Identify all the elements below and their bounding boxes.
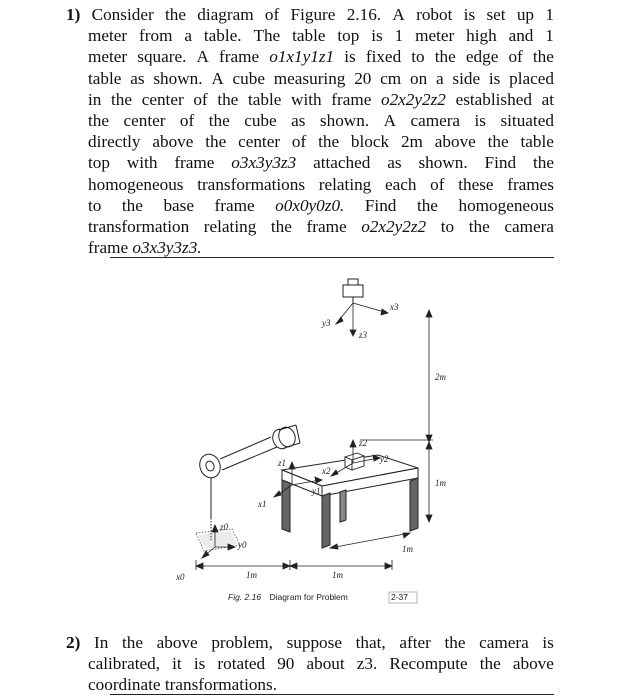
problem1-word: cube (232, 68, 265, 88)
problem1-word: as (387, 153, 402, 173)
dimension-2m (360, 310, 433, 442)
problem1-word: Find (484, 153, 517, 173)
problem2-word: camera (479, 633, 529, 652)
problem1-word: to (440, 217, 455, 237)
problem1-word: center (123, 111, 166, 131)
problem2-word: coordinate (88, 675, 161, 695)
label-1m-vertical: 1m (435, 478, 446, 488)
problem1-word: placed (509, 68, 554, 88)
problem2-word: rotated (217, 654, 266, 674)
problem2-word: after (399, 633, 431, 652)
problem1-word: the (270, 217, 292, 237)
problem1-word: is (474, 111, 486, 131)
problem1-word: frame (331, 89, 372, 109)
label-y3: y3 (322, 318, 331, 328)
problem1-word: 1 (394, 26, 404, 46)
problem1-word: table (247, 89, 282, 109)
problem1-word: meter (88, 47, 128, 67)
problem-2 (66, 632, 554, 696)
problem1-word: square. (137, 47, 187, 67)
label-y1: y1 (312, 486, 321, 496)
problem1-word: with (126, 153, 158, 173)
problem1-word: directly (88, 132, 141, 152)
label-y2: y2 (380, 454, 389, 464)
problem1-word: Consider (91, 5, 154, 24)
problem1-word: the (205, 132, 227, 152)
problem1-word: homogeneous (88, 174, 184, 194)
problem1-word: frame (219, 47, 260, 67)
problem1-word: frame (306, 217, 347, 237)
problem1-word: attached (313, 153, 371, 173)
problem1-word: the (434, 47, 456, 67)
problem1-word: The (253, 26, 281, 46)
problem1-word: of (264, 5, 280, 24)
problem1-word: in (88, 89, 102, 109)
problem1-word: relating (203, 217, 257, 237)
problem1-word: of (193, 89, 208, 109)
problem1-word: diagram (197, 5, 254, 24)
problem1-word: of (291, 132, 307, 152)
problem2-word: z3. (356, 654, 378, 674)
problem1-word: the (487, 132, 509, 152)
label-z1: z1 (278, 458, 287, 468)
problem1-word: above (152, 132, 194, 152)
problem1-word: o2x2y2z2 (361, 217, 427, 237)
problem1-word: situated (500, 111, 554, 131)
problem1-word: frame (174, 153, 215, 173)
problem2-word: above (156, 633, 198, 652)
problem1-word: the (208, 111, 230, 131)
problem1-word: each (384, 174, 417, 194)
problem2-line (88, 653, 554, 674)
problem1-word: is (463, 5, 476, 24)
problem1-word: top (337, 26, 360, 46)
problem1-word: 2m (400, 132, 423, 152)
label-z2: z2 (359, 438, 368, 448)
camera-body (343, 279, 363, 303)
problem2-word: it (172, 654, 182, 674)
problem1-word: as (291, 111, 306, 131)
problem1-word: of (430, 174, 445, 194)
problem1-word: the (88, 111, 109, 131)
problem2-word: Recompute (389, 654, 468, 674)
problem2-word: transformations. (164, 675, 278, 695)
problem1-word: 1 (545, 5, 554, 24)
label-1m-a: 1m (246, 570, 257, 580)
label-y0: y0 (238, 540, 247, 550)
problem1-word: homogeneous (458, 195, 554, 215)
figure-caption (228, 592, 348, 602)
label-1m-depth: 1m (402, 544, 413, 554)
problem2-word: is (193, 654, 206, 674)
problem1-word: center (238, 132, 281, 152)
problem1-word: from (139, 26, 173, 46)
problem2-word: calibrated, (88, 654, 161, 674)
problem1-word: high (466, 26, 497, 46)
problem1-word: these (458, 174, 494, 194)
problem1-word: the (532, 153, 554, 173)
problem1-word: the (164, 5, 186, 24)
problem1-word: a (435, 68, 444, 88)
label-z3: z3 (359, 330, 368, 340)
problem1-word: relating (318, 174, 372, 194)
problem1-word: center (141, 89, 184, 109)
problem1-word: the (111, 89, 133, 109)
label-z0: z0 (220, 522, 229, 532)
label-x2: x2 (322, 466, 331, 476)
problem1-word: with (291, 89, 322, 109)
problem1-word: as (130, 68, 145, 88)
problem1-word: to (411, 47, 425, 67)
problem1-word: o0x0y0z0. (275, 195, 345, 215)
problem1-word: set (486, 5, 506, 24)
problem1-word: robot (416, 5, 453, 24)
problem1-word: table (292, 26, 326, 46)
problem1-word: and (508, 26, 534, 46)
problem1-word: is (488, 68, 501, 88)
problem1-word: o1x1y1z1 (269, 47, 335, 67)
problem1-word: the (468, 217, 490, 237)
problem1-word: cube (244, 111, 277, 131)
problem1-word: side (452, 68, 481, 88)
caption-ref: 2-37 (391, 592, 409, 602)
problem2-word: In (93, 633, 109, 652)
problem1-word: shown. (319, 111, 370, 131)
problem2-word: above (512, 654, 554, 674)
problem2-word: problem, (211, 633, 273, 652)
problem1-word: on (409, 68, 428, 88)
problem1-word: the (217, 89, 239, 109)
caption-text: Diagram for Problem (269, 592, 348, 602)
problem1-word: o3x3y3z3 (231, 153, 297, 173)
problem2-word: the (444, 633, 466, 652)
problem1-word: transformation (88, 217, 190, 237)
problem1-word: to (88, 195, 102, 215)
problem1-word: o2x2y2z2 (380, 89, 446, 109)
problem2-number: 2) (66, 633, 81, 652)
label-2m: 2m (435, 372, 446, 382)
problem1-word: A (383, 111, 396, 131)
problem1-word: of (508, 47, 523, 67)
problem1-word: the (121, 195, 143, 215)
problem1-word: Figure (290, 5, 336, 24)
problem1-word: camera (410, 111, 461, 131)
problem1-word: cm (380, 68, 402, 88)
problem1-number: 1) (66, 5, 81, 24)
problem1-word: a (184, 26, 192, 46)
label-x0: x0 (176, 572, 185, 582)
caption-prefix: Fig. 2.16 (228, 592, 262, 602)
problem1-word: meter (88, 26, 128, 46)
problem1-word: is (371, 26, 383, 46)
problem1-word: fixed (365, 47, 402, 67)
problem1-word: up (516, 5, 535, 24)
problem1-word: o3x3y3z3. (132, 238, 202, 258)
problem1-word: is (344, 47, 356, 67)
problem2-line (66, 632, 554, 653)
dimension-1m-vertical (426, 442, 432, 522)
problem1-word: of (179, 111, 195, 131)
problem1-word: camera (504, 217, 554, 237)
problem1-word: base (163, 195, 194, 215)
problem1-word: edge (465, 47, 499, 67)
problem2-word: that, (355, 633, 386, 652)
problem1-word: table. (203, 26, 242, 46)
problem1-word: table (520, 132, 554, 152)
problem1-word: shown. (153, 68, 203, 88)
problem1-word: 20 (354, 68, 372, 88)
label-1m-b: 1m (332, 570, 343, 580)
problem1-word: at (541, 89, 554, 109)
problem1-word: meter (415, 26, 455, 46)
problem2-word: is (542, 633, 554, 652)
problem1-word: top (88, 153, 110, 173)
problem1-word: the (532, 47, 554, 67)
problem2-word: the (121, 633, 143, 652)
label-x3: x3 (390, 302, 399, 312)
problem1-word: shown. (418, 153, 468, 173)
problem1-word: established (455, 89, 532, 109)
problem-2-underline (110, 694, 554, 695)
problem1-word: above (434, 132, 476, 152)
problem1-word: measuring (273, 68, 346, 88)
problem2-word: 90 (277, 654, 295, 674)
problem1-word: the (318, 132, 340, 152)
problem2-line (88, 674, 554, 695)
problem1-word: table (88, 68, 122, 88)
problem1-word: the (416, 195, 438, 215)
problem1-word: frame (214, 195, 255, 215)
problem1-word: 2.16. (346, 5, 382, 24)
problem1-word: A (196, 47, 209, 67)
problem1-word: A (392, 5, 405, 24)
problem1-word: A (211, 68, 224, 88)
problem1-word: block (350, 132, 390, 152)
problem2-word: suppose (286, 633, 342, 652)
problem2-word: about (306, 654, 345, 674)
problem1-word: frames (507, 174, 554, 194)
problem1-word: frame (88, 238, 129, 258)
label-x1: x1 (258, 499, 267, 509)
problem2-word: the (479, 654, 501, 674)
problem1-word: 1 (545, 26, 554, 46)
problem1-word: transformations (197, 174, 306, 194)
problem1-word: Find (364, 195, 397, 215)
